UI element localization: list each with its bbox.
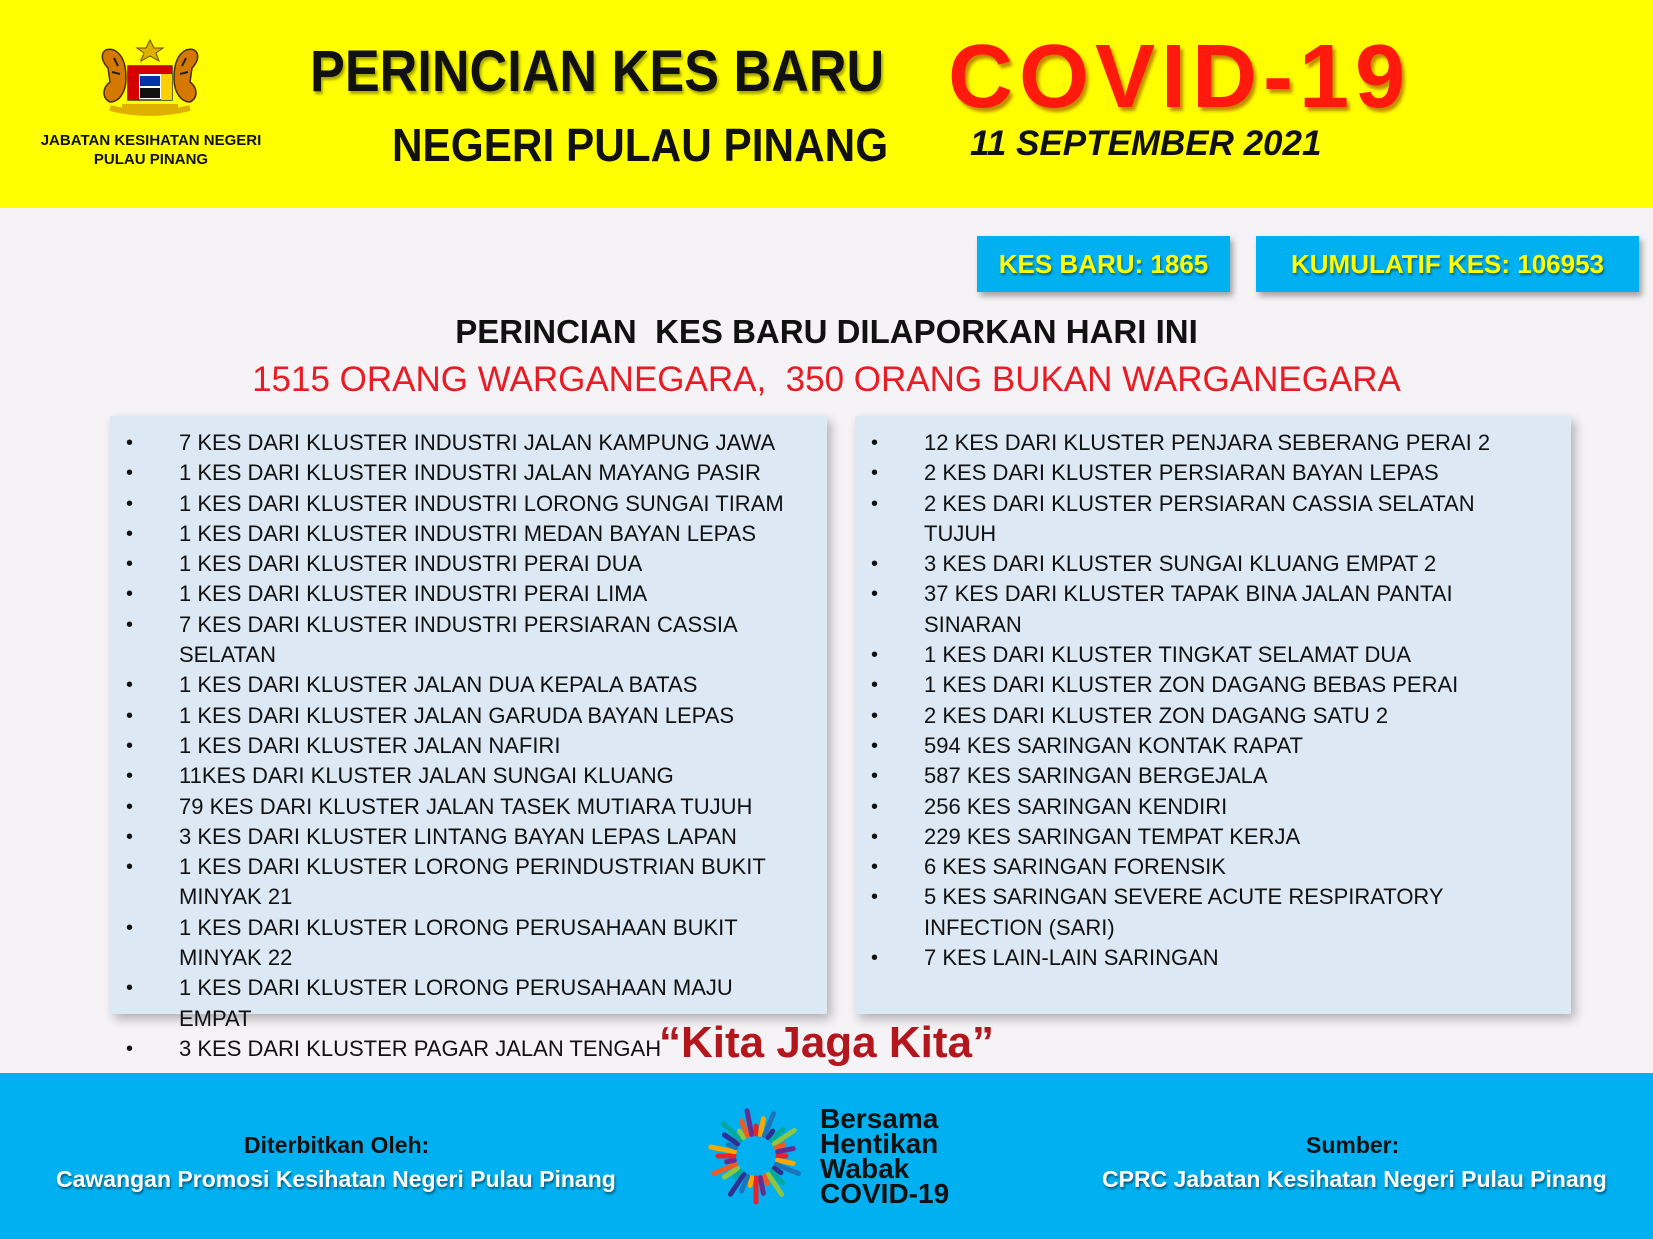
case-list-item [110,519,827,549]
case-list-item [110,610,827,671]
case-list-text: 7 KES DARI KLUSTER INDUSTRI PERSIARAN CASSIA SELATAN [179,611,737,668]
covid-label: COVID-19 [948,27,1412,127]
logo-ray [764,1176,767,1183]
cumulative-cases-badge: KUMULATIF KES: 106953 [1256,236,1639,292]
case-list-text: 3 KES DARI KLUSTER SUNGAI KLUANG EMPAT 2 [924,551,1437,577]
campaign-line-3: Wabak [820,1153,910,1184]
state-name: NEGERI PULAU PINANG [392,119,889,171]
malaysia-crest-icon [88,38,212,120]
case-list-text: 1 KES DARI KLUSTER ZON DAGANG BEBAS PERAI [924,672,1459,698]
bullet-icon: • [126,825,134,848]
case-list-text: 2 KES DARI KLUSTER PERSIARAN CASSIA SELATAN TUJUH [924,490,1475,546]
bullet-icon: • [126,613,134,636]
case-list-text: 1 KES DARI KLUSTER LORONG PERUSAHAAN MAJU EMPAT [179,975,733,1031]
case-list-text: 1 KES DARI KLUSTER LORONG PERINDUSTRIAN BUKIT MINYAK 21 [179,854,766,910]
bullet-icon: • [871,583,879,606]
case-list-text: 1 KES DARI KLUSTER INDUSTRI LORONG SUNGAI TIRAM [179,490,784,516]
case-list-item [855,882,1571,943]
case-list-text: 12 KES DARI KLUSTER PENJARA SEBERANG PERAI 2 [924,430,1491,455]
case-list-text: 256 KES SARINGAN KENDIRI [924,793,1228,819]
case-list-text: 11KES DARI KLUSTER JALAN SUNGAI KLUANG [179,763,674,789]
published-by-label: Diterbitkan Oleh: [244,1132,430,1158]
source-label: Sumber: [1306,1132,1400,1158]
case-list-item [855,852,1571,882]
header-banner [0,0,1653,208]
case-list-item [110,913,827,974]
bullet-icon: • [871,674,879,697]
case-list-item [855,489,1571,550]
case-list-item [110,489,827,519]
right-case-panel [855,416,1571,1014]
campaign-logo-icon [700,1100,812,1212]
bullet-icon: • [871,734,879,757]
right-case-list [855,416,1571,973]
case-list-item [855,670,1571,700]
case-list-text: 6 KES SARINGAN FORENSIK [924,854,1226,880]
campaign-line-2: Hentikan [820,1128,939,1159]
case-list-text: 7 KES LAIN-LAIN SARINGAN [924,945,1219,971]
case-list-item [855,701,1571,731]
logo-ray [778,1149,794,1152]
bullet-icon: • [126,432,134,454]
bullet-icon: • [126,977,134,1000]
logo-ray [760,1178,763,1194]
bullet-icon: • [871,644,879,667]
bullet-icon: • [126,1037,134,1060]
case-list-item [110,822,827,852]
case-list-text: 1 KES DARI KLUSTER INDUSTRI MEDAN BAYAN LEPAS [179,520,757,546]
bullet-icon: • [871,765,879,788]
logo-ray [727,1160,735,1162]
bullet-icon: • [871,795,879,818]
published-by-value: Cawangan Promosi Kesihatan Negeri Pulau Pinang [56,1166,616,1192]
case-list-text: 7 KES DARI KLUSTER INDUSTRI JALAN KAMPUNG JAWA [179,430,776,455]
case-list-text: 1 KES DARI KLUSTER TINGKAT SELAMAT DUA [924,642,1411,668]
case-list-item [855,428,1571,458]
case-list-text: 3 KES DARI KLUSTER PAGAR JALAN TENGAH [179,1035,662,1061]
case-list-item [855,549,1571,579]
case-list-item [110,579,827,609]
case-list-item [110,761,827,791]
case-list-item [855,792,1571,822]
case-list-text: 37 KES DARI KLUSTER TAPAK BINA JALAN PANTAI SINARAN [924,581,1453,637]
details-heading: PERINCIAN KES BARU DILAPORKAN HARI INI [455,313,1198,350]
campaign-line-4: COVID-19 [820,1178,950,1209]
case-list-item [110,670,827,700]
logo-ray [750,1178,752,1186]
left-case-panel [110,416,827,1061]
case-list-text: 5 KES SARINGAN SEVERE ACUTE RESPIRATORY INFECTION (SARI) [924,884,1444,940]
case-list-text: 2 KES DARI KLUSTER PERSIARAN BAYAN LEPAS [924,460,1439,486]
case-list-text: 1 KES DARI KLUSTER INDUSTRI PERAI DUA [179,551,643,577]
bullet-icon: • [126,462,134,485]
slogan: “Kita Jaga Kita” [659,1018,994,1067]
bullet-icon: • [126,734,134,757]
bullet-icon: • [871,462,879,485]
bullet-icon: • [871,432,879,454]
bullet-icon: • [871,825,879,848]
case-list-item [855,761,1571,791]
bullet-icon: • [871,886,879,909]
case-list-text: 1 KES DARI KLUSTER LORONG PERUSAHAAN BUKIT MINYAK 22 [179,914,738,971]
bullet-icon: • [126,583,134,606]
case-list-text: 3 KES DARI KLUSTER LINTANG BAYAN LEPAS LAPAN [179,823,737,849]
case-list-text: 229 KES SARINGAN TEMPAT KERJA [924,823,1301,849]
new-cases-badge: KES BARU: 1865 [977,236,1230,292]
case-list-text: 1 KES DARI KLUSTER JALAN NAFIRI [179,732,561,758]
case-list-item [855,943,1571,973]
case-list-text: 1 KES DARI KLUSTER JALAN DUA KEPALA BATAS [179,672,698,698]
bullet-icon: • [126,522,134,545]
case-list-text: 79 KES DARI KLUSTER JALAN TASEK MUTIARA TUJUH [179,793,753,819]
bullet-icon: • [871,856,879,879]
report-date: 11 SEPTEMBER 2021 [970,124,1322,163]
bullet-icon: • [126,492,134,515]
bullet-icon: • [871,492,879,515]
case-list-text: 1 KES DARI KLUSTER JALAN GARUDA BAYAN LEPAS [179,702,735,728]
citizenship-breakdown: 1515 ORANG WARGANEGARA, 350 ORANG BUKAN WARGANEGARA [252,360,1401,399]
bullet-icon: • [126,674,134,697]
left-case-list [110,416,827,1064]
campaign-line-1: Bersama [820,1103,939,1134]
campaign-logo-text [820,1103,950,1209]
case-list-item [855,640,1571,670]
case-list-item [855,458,1571,488]
source-value: CPRC Jabatan Kesihatan Negeri Pulau Pinang [1102,1166,1607,1192]
logo-ray [728,1145,735,1148]
case-list-text: 1 KES DARI KLUSTER INDUSTRI PERAI LIMA [179,581,648,607]
case-list-text: 2 KES DARI KLUSTER ZON DAGANG SATU 2 [924,702,1389,728]
bullet-icon: • [126,916,134,939]
case-list-item [855,822,1571,852]
logo-ray [778,1160,794,1163]
case-list-item [855,731,1571,761]
case-list-text: 587 KES SARINGAN BERGEJALA [924,763,1268,789]
logo-ray [776,1145,783,1148]
agency-name: JABATAN KESIHATAN NEGERI PULAU PINANG [40,132,262,168]
bullet-icon: • [126,856,134,879]
bullet-icon: • [126,765,134,788]
case-list-item [110,458,827,488]
case-list-text: 1 KES DARI KLUSTER INDUSTRI JALAN MAYANG PASIR [179,460,761,486]
case-list-item [110,792,827,822]
case-list-item [110,549,827,579]
case-list-item [110,731,827,761]
case-list-text: 594 KES SARINGAN KONTAK RAPAT [924,732,1303,758]
bullet-icon: • [126,704,134,727]
case-list-item [110,701,827,731]
bullet-icon: • [871,947,879,970]
bullet-icon: • [126,553,134,576]
case-list-item [110,852,827,913]
case-list-item [855,579,1571,640]
bullet-icon: • [871,553,879,576]
logo-ray [760,1119,763,1135]
case-list-item [110,428,827,458]
page-title: PERINCIAN KES BARU [310,39,885,104]
bullet-icon: • [126,795,134,818]
bullet-icon: • [871,704,879,727]
